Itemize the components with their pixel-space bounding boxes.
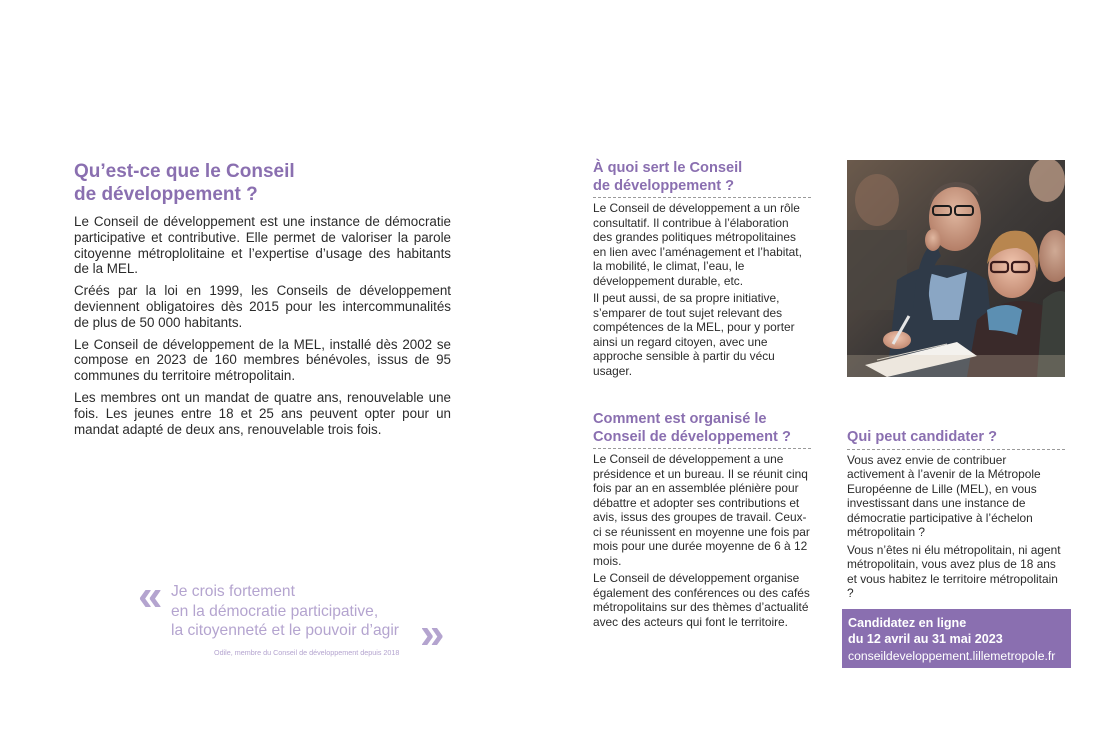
section-role-title-line-1: À quoi sert le Conseil xyxy=(593,160,743,176)
section-who-paragraph-2: Vous n’êtes ni élu métropolitain, ni agent métropolitain, vous avez plus de 18 ans et vous habitez le territoire métropolitain ? xyxy=(847,542,1061,600)
section-role-body xyxy=(593,201,811,378)
section-role-title-line-2: de développement ? xyxy=(593,177,735,194)
page-title xyxy=(74,160,454,206)
section-role-paragraph-2: Il peut aussi, de sa propre initiative, s’emparer de tout sujet relevant des compétences de la MEL, pour y porter ainsi un regard citoyen, avec une approche sensible à partir du vécu usager. xyxy=(593,291,795,378)
section-org-title-line-1: Comment est organisé le xyxy=(593,411,767,427)
section-org-paragraph-1: Le Conseil de développement a une présidence et un bureau. Il se réunit cinq fois par an en assemblée plénière pour débattre et adopter ses contributions et avis, issus des groupes de travail. Ceux-ci se réunissent en moyenne une fois par mois pour une durée moyenne de 6 à 12 mois. xyxy=(593,452,810,568)
intro-paragraph-3: Le Conseil de développement de la MEL, installé dès 2002 se compose en 2023 de 160 membres bénévoles, issus de 95 communes du territoire métropolitain. xyxy=(74,336,451,384)
intro-paragraph-2: Créés par la loi en 1999, les Conseils de développement deviennent obligatoires dès 2015 pour les intercommunalités de plus de 50 000 habitants. xyxy=(74,283,451,330)
section-org-body xyxy=(593,452,811,629)
section-organisation xyxy=(593,411,811,632)
quote-line-2: en la démocratie participative, xyxy=(171,602,379,620)
section-org-title-line-2: Conseil de développement ? xyxy=(593,428,791,445)
quote-author: Odile, membre du Conseil de développement depuis 2018 xyxy=(214,648,400,657)
intro-paragraph-4: Les membres ont un mandat de quatre ans, renouvelable une fois. Les jeunes entre 18 et 25 ans peuvent opter pour un mandat adapté de deux ans, renouvelable trois fois. xyxy=(74,389,451,437)
intro-paragraph-1: Le Conseil de développement est une instance de démocratie participative et contributive. Elle permet de valoriser la parole citoyenne métroplolitaine et l’expertise d’usage des habitants de la MEL. xyxy=(74,214,451,277)
apply-callout-dates: du 12 avril au 31 mai 2023 xyxy=(848,632,1003,646)
meeting-photo-image xyxy=(847,160,1065,377)
quote-line-3: la citoyenneté et le pouvoir d’agir xyxy=(171,622,399,639)
section-who-title: Qui peut candidater ? xyxy=(847,429,1065,450)
page-title-line-2: de développement ? xyxy=(74,184,258,205)
section-org-title xyxy=(593,411,811,449)
meeting-photo xyxy=(847,160,1065,377)
quote-text xyxy=(171,582,431,641)
section-who-paragraph-1: Vous avez envie de contribuer activement à l’avenir de la Métropole Européenne de Lille (MEL), en vous investissant dans une instance de démocratie participative à l’échelon métropolitain ? xyxy=(847,452,1041,539)
open-quote-mark: « xyxy=(138,571,163,620)
section-role-paragraph-1: Le Conseil de développement a un rôle consultatif. Il contribue à l’élaboration des grandes politiques métropolitaines en lien avec l’aménagement et l’habitat, la mobilité, le climat, l’eau, le développement durable, etc. xyxy=(593,201,802,288)
section-role-title xyxy=(593,160,811,198)
quote-line-1: Je crois fortement xyxy=(171,583,295,600)
section-role xyxy=(593,160,811,381)
intro-text xyxy=(74,214,451,443)
apply-website-link[interactable]: conseildeveloppement.lillemetropole.fr xyxy=(848,649,1056,663)
section-who xyxy=(847,429,1065,604)
section-who-body xyxy=(847,453,1065,601)
close-quote-mark: » xyxy=(420,609,445,658)
page-title-line-1: Qu’est-ce que le Conseil xyxy=(74,161,295,182)
section-org-paragraph-2: Le Conseil de développement organise également des conférences ou des cafés métropolitains sur des thèmes d’actualité avec des acteurs qui font le territoire. xyxy=(593,571,810,629)
apply-callout-title: Candidatez en ligne xyxy=(848,616,967,630)
apply-callout xyxy=(842,609,1071,668)
